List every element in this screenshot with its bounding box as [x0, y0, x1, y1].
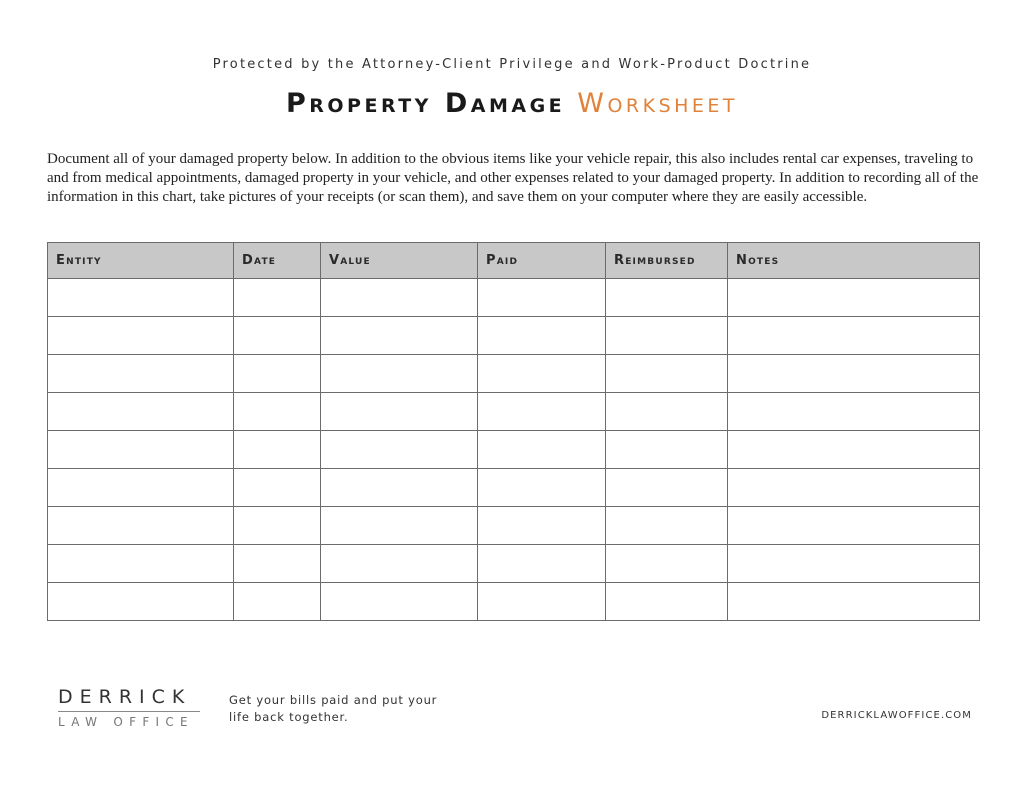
column-header-value: Value — [321, 243, 478, 279]
table-cell[interactable] — [728, 355, 980, 393]
table-row — [48, 393, 980, 431]
table-row — [48, 279, 980, 317]
table-row — [48, 355, 980, 393]
table-cell[interactable] — [48, 355, 234, 393]
table-cell[interactable] — [728, 317, 980, 355]
table-cell[interactable] — [321, 507, 478, 545]
table-cell[interactable] — [234, 317, 321, 355]
table-row — [48, 317, 980, 355]
table-cell[interactable] — [606, 317, 728, 355]
table-row — [48, 583, 980, 621]
table-row — [48, 431, 980, 469]
table-cell[interactable] — [234, 469, 321, 507]
table-cell[interactable] — [606, 355, 728, 393]
table-cell[interactable] — [234, 279, 321, 317]
tagline-line-1: Get your bills paid and put your — [229, 693, 438, 707]
table-cell[interactable] — [48, 431, 234, 469]
table-cell[interactable] — [48, 507, 234, 545]
table-header-row — [48, 243, 980, 279]
table-cell[interactable] — [48, 279, 234, 317]
tagline-line-2: life back together. — [229, 710, 349, 724]
table-cell[interactable] — [606, 583, 728, 621]
table-cell[interactable] — [321, 317, 478, 355]
table-cell[interactable] — [606, 279, 728, 317]
table-cell[interactable] — [606, 545, 728, 583]
table-cell[interactable] — [728, 545, 980, 583]
table-cell[interactable] — [48, 469, 234, 507]
table-cell[interactable] — [478, 431, 606, 469]
logo-wordmark-top: DERRICK — [58, 686, 192, 708]
table-cell[interactable] — [321, 279, 478, 317]
table-cell[interactable] — [48, 393, 234, 431]
intro-paragraph: Document all of your damaged property below. In addition to the obvious items like your vehicle repair, this also includes rental car expenses, traveling to and from medical appointments, damaged property in your vehicle, and other expenses related to your damaged property. In addition to recording all of the information in this chart, take pictures of your receipts (or scan them), and save them on your computer where they are easily accessible. — [47, 151, 979, 205]
table-cell[interactable] — [321, 469, 478, 507]
table-cell[interactable] — [321, 355, 478, 393]
column-header-reimbursed: Reimbursed — [606, 243, 728, 279]
column-header-paid: Paid — [478, 243, 606, 279]
table-cell[interactable] — [478, 545, 606, 583]
table-cell[interactable] — [728, 431, 980, 469]
column-header-date: Date — [234, 243, 321, 279]
table-cell[interactable] — [478, 583, 606, 621]
table-cell[interactable] — [234, 545, 321, 583]
table-cell[interactable] — [478, 279, 606, 317]
page-title — [0, 88, 1024, 119]
logo-wordmark-bottom: LAW OFFICE — [58, 715, 194, 729]
table-cell[interactable] — [478, 469, 606, 507]
table-cell[interactable] — [728, 507, 980, 545]
table-cell[interactable] — [478, 317, 606, 355]
footer-tagline — [229, 692, 459, 726]
table-cell[interactable] — [606, 507, 728, 545]
table-cell[interactable] — [478, 507, 606, 545]
table-cell[interactable] — [234, 355, 321, 393]
privilege-notice: Protected by the Attorney-Client Privilege and Work-Product Doctrine — [212, 57, 812, 72]
table-cell[interactable] — [234, 431, 321, 469]
table-cell[interactable] — [606, 393, 728, 431]
column-header-notes: Notes — [728, 243, 980, 279]
table-cell[interactable] — [478, 355, 606, 393]
table-cell[interactable] — [321, 393, 478, 431]
table-cell[interactable] — [48, 317, 234, 355]
worksheet-table — [47, 242, 980, 621]
table-cell[interactable] — [234, 583, 321, 621]
table-cell[interactable] — [478, 393, 606, 431]
table-cell[interactable] — [606, 469, 728, 507]
derrick-law-office-logo — [58, 686, 204, 729]
table-body — [48, 279, 980, 621]
table-cell[interactable] — [321, 583, 478, 621]
table-cell[interactable] — [321, 431, 478, 469]
table-cell[interactable] — [606, 431, 728, 469]
table-cell[interactable] — [48, 545, 234, 583]
title-accent: Worksheet — [577, 88, 739, 119]
table-cell[interactable] — [234, 393, 321, 431]
table-cell[interactable] — [728, 393, 980, 431]
table-row — [48, 507, 980, 545]
table-cell[interactable] — [48, 583, 234, 621]
title-primary: Property Damage — [285, 88, 566, 119]
table-cell[interactable] — [728, 583, 980, 621]
table-row — [48, 469, 980, 507]
table-cell[interactable] — [728, 279, 980, 317]
table-row — [48, 545, 980, 583]
website-url: DERRICKLAWOFFICE.COM — [821, 710, 972, 721]
column-header-entity: Entity — [48, 243, 234, 279]
table-cell[interactable] — [234, 507, 321, 545]
logo-divider — [58, 711, 200, 712]
table-cell[interactable] — [728, 469, 980, 507]
table-cell[interactable] — [321, 545, 478, 583]
